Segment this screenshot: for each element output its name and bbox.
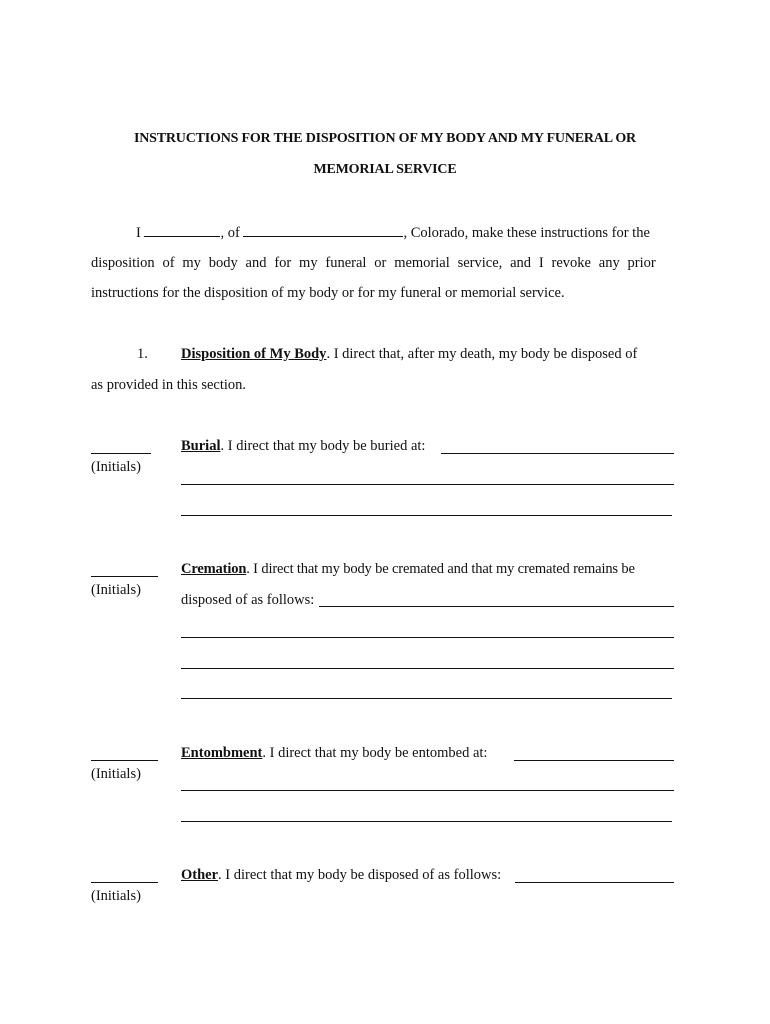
entombment-fill-line-3[interactable] <box>181 821 672 822</box>
burial-fill-line-1[interactable] <box>441 453 674 454</box>
cremation-fill-line-2[interactable] <box>181 637 674 638</box>
entombment-heading: Entombment <box>181 745 263 761</box>
other-fill-line-1[interactable] <box>515 882 674 883</box>
other-line-1 <box>181 867 501 884</box>
intro-line-3: instructions for the disposition of my body or for my funeral or memorial service. <box>91 285 565 301</box>
other-initials-blank[interactable] <box>91 882 158 883</box>
entombment-fill-line-1[interactable] <box>514 760 674 761</box>
section-1-line-2: as provided in this section. <box>91 377 247 393</box>
intro-line-1 <box>91 224 680 242</box>
form-title-line-1: INSTRUCTIONS FOR THE DISPOSITION OF MY BODY AND MY FUNERAL OR <box>134 131 636 146</box>
county-blank[interactable] <box>243 224 403 237</box>
burial-line-1 <box>181 438 425 455</box>
entombment-initials-label: (Initials) <box>91 766 141 782</box>
entombment-line-1 <box>181 745 487 762</box>
burial-initials-blank[interactable] <box>91 453 151 454</box>
burial-fill-line-3[interactable] <box>181 515 672 516</box>
burial-heading: Burial <box>181 438 221 454</box>
section-number: 1. <box>137 346 148 362</box>
entombment-initials-blank[interactable] <box>91 760 158 761</box>
cremation-line-1 <box>181 561 635 578</box>
other-text: . I direct that my body be disposed of as follows: <box>218 867 502 883</box>
cremation-initials-label: (Initials) <box>91 582 141 598</box>
intro-line-2: disposition of my body and for my funeral or memorial service, and I revoke any prior <box>91 255 656 271</box>
cremation-line-2: disposed of as follows: <box>181 592 315 608</box>
form-title-line-2: MEMORIAL SERVICE <box>313 162 457 177</box>
burial-text: . I direct that my body be buried at: <box>220 438 426 454</box>
burial-fill-line-2[interactable] <box>181 484 674 485</box>
burial-initials-label: (Initials) <box>91 459 141 475</box>
cremation-heading: Cremation <box>181 561 247 577</box>
section-heading: Disposition of My Body <box>181 346 327 362</box>
cremation-initials-blank[interactable] <box>91 576 158 577</box>
entombment-fill-line-2[interactable] <box>181 790 674 791</box>
cremation-fill-line-1[interactable] <box>319 606 674 607</box>
section-text: . I direct that, after my death, my body be disposed of <box>326 346 638 362</box>
cremation-fill-line-4[interactable] <box>181 698 672 699</box>
other-initials-label: (Initials) <box>91 888 141 904</box>
entombment-text: . I direct that my body be entombed at: <box>262 745 488 761</box>
section-1-line-1 <box>181 346 637 363</box>
other-heading: Other <box>181 867 219 883</box>
intro-of: , of <box>220 225 240 241</box>
name-blank[interactable] <box>144 224 220 237</box>
cremation-text: . I direct that my body be cremated and that my cremated remains be <box>246 561 635 577</box>
cremation-fill-line-3[interactable] <box>181 668 674 669</box>
intro-state-clause: , Colorado, make these instructions for the <box>403 225 650 241</box>
intro-pronoun: I <box>136 225 141 241</box>
